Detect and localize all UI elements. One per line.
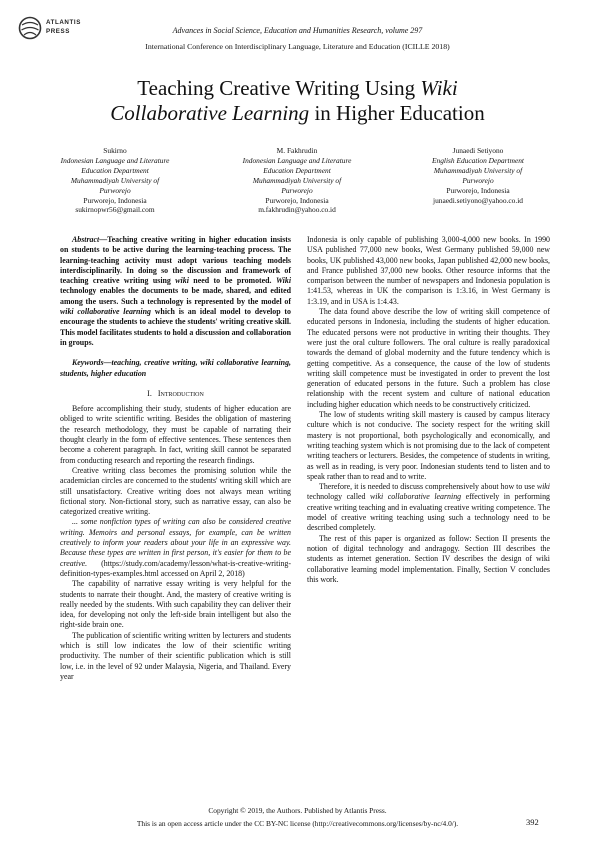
author-name: M. Fakhrudin <box>276 146 318 155</box>
license-notice: This is an open access article under the CC BY-NC license (http://creativecommons.org/licenses/by-nc/4.0/). <box>136 819 459 828</box>
paragraph: The publication of scientific writing written by lecturers and students which is still low indicates the low of their scientific writing productivity. The number of their scientific publication which is still low, i.e. in the level of 92 under Malaysia, Nigeria, and Thailand. Every year <box>60 630 291 681</box>
author-block-2: M. Fakhrudin Indonesian Language and Literature Education Department Muhammadiyah University of Purworejo Purworejo, Indonesia m.fakhrudin@yahoo.co.id <box>212 146 382 215</box>
paragraph: The capability of narrative essay writing is very helpful for the students to narrate their thought. And, the mastery of creative writing is really needed by the students. With such capability they can deliver their idea, for developing not only the left-side brain intelligent but also the right-side brain one. <box>60 579 291 630</box>
block-quote: ... some nonfiction types of writing can also be considered creative writing. Memoirs and personal essays, for example, can be written creatively to inform your readers about your life in an expressive way. Because these types are written in first person, it's easier for them to be creative. (https://study.com/academy/lesson/what-is-creative-writing-definition-types-examples.html accessed on April 2, 2018) <box>60 517 291 578</box>
page-number: 392 <box>526 817 539 827</box>
abstract: Abstract—Teaching creative writing in higher education insists on students to be active during the learning-teaching process. The learning-teaching activity must adopt various teaching models interdisciplinarily. In doing so the discussion and framework of teaching creative writing using wiki need to be promoted. Wiki technology enables the documents to be made, shared, and edited among the users. Such a technology is represented by the model of wiki collaborative learning which is an ideal model to develop to encourage the students to achieve the students' writing creative skill. This model facilitates students to hold a discussion and collaboration in groups. <box>60 235 292 347</box>
quote-reference: (https://study.com/academy/lesson/what-is-creative-writing-definition-types-examples.html accessed on April 2, 2018) <box>60 558 291 578</box>
logo-wordmark: ATLANTIS PRESS <box>46 19 81 35</box>
conference-header: International Conference on Interdisciplinary Language, Literature and Education (ICILLE 2018) <box>145 42 450 51</box>
copyright-notice: Copyright © 2019, the Authors. Published by Atlantis Press. <box>208 806 387 815</box>
author-name: Sukirno <box>103 146 127 155</box>
keywords: Keywords—teaching, creative writing, wiki collaborative learning, students, higher education <box>60 358 291 378</box>
paragraph: The data found above describe the low of writing skill competence of educated persons in Indonesia, including the students of higher education. The educated persons were not productive in writing their thoughts. They were just the oral culture followers. The oral culture is really paradoxical towards the demand of global modernity and the future tendency which is getting competitive. As a consequence, the cause of the low of students writing skill competence must be investigated in order to prevent the lost generation of educated persons in the future. Such a problem has close relationship with the recent system and culture of national education including higher education which needs to be constructively criticized. <box>307 307 550 409</box>
author-block-3: Junaedi Setiyono English Education Department Muhammadiyah University of Purworejo Purworejo, Indonesia junaedi.setiyono@yahoo.co.id <box>393 146 563 205</box>
paragraph: Before accomplishing their study, students of higher education are obliged to write scientific writing. Besides the obligation of mastering the research methodology, they must be capable of narrating their thought clearly in the form of effective sentences. These sentences then become a coherent paragraph. In fact, writing skill cannot be separated from conducting research and reporting the research findings. <box>60 404 291 465</box>
paragraph: Indonesia is only capable of publishing 3,000-4,000 new books. In 1990 USA published 77,000 new books, West Germany published 59,000 new books, UK published 43,000 new books, Japan published 42,000 new books, and France published 37,000 new books. Other resource informs that the comparison between the number of newspapers and Indonesia population is 1:41.53, whereas in UK the comparison is 1:3.16, in West Germany is 1:3.19, and in USA is 1:4.43. <box>307 235 550 306</box>
author-email: sukirnopwr56@gmail.com <box>75 205 155 215</box>
author-email: junaedi.setiyono@yahoo.co.id <box>433 195 523 205</box>
section-heading-introduction: I. Introduction <box>147 388 204 398</box>
right-column <box>307 235 550 585</box>
left-column <box>60 235 291 682</box>
series-header: Advances in Social Science, Education and Humanities Research, volume 297 <box>172 26 423 35</box>
author-block-1: Sukirno Indonesian Language and Literature Education Department Muhammadiyah University of Purworejo Purworejo, Indonesia sukirnopwr56@gmail.com <box>30 146 200 215</box>
paragraph: Therefore, it is needed to discuss comprehensively about how to use wiki technology called wiki collaborative learning effectively in performing creative writing teaching and in evaluating creative writing competence. The model of creative writing teaching using such a technology need to be described completely. <box>307 482 550 533</box>
paragraph: The rest of this paper is organized as follow: Section II presents the notion of digital technology and andragogy. Section III describes the students as internet generation. Section IV describes the design of wiki collaborative learning model implementation. Finally, Section V concludes this work. <box>307 533 550 584</box>
paper-title: Teaching Creative Writing Using Wiki Collaborative Learning in Higher Education <box>110 76 485 125</box>
author-email: m.fakhrudin@yahoo.co.id <box>258 205 336 215</box>
author-name: Junaedi Setiyono <box>452 146 504 155</box>
paragraph: The low of students writing skill mastery is caused by campus literacy culture which is not conducive. The society respect for the writing skill mastery is not proportional, both psychologically and economically, and writing teaching system which is not promising due to the lack of competent writing teachers or lecturers. Besides, the competence of students in writing, as well as in reading, is very poor. Indonesian students tend to listen and to speak rather than to read and to write. <box>307 410 550 481</box>
paragraph: Creative writing class becomes the promising solution while the academician circles are concerned to the students' writing skill which are still unsatisfactory. Creative writing does not always mean writing fictional story. Non-fictional story, such as narrative essay, can also be categorized creative writing. <box>60 465 291 517</box>
